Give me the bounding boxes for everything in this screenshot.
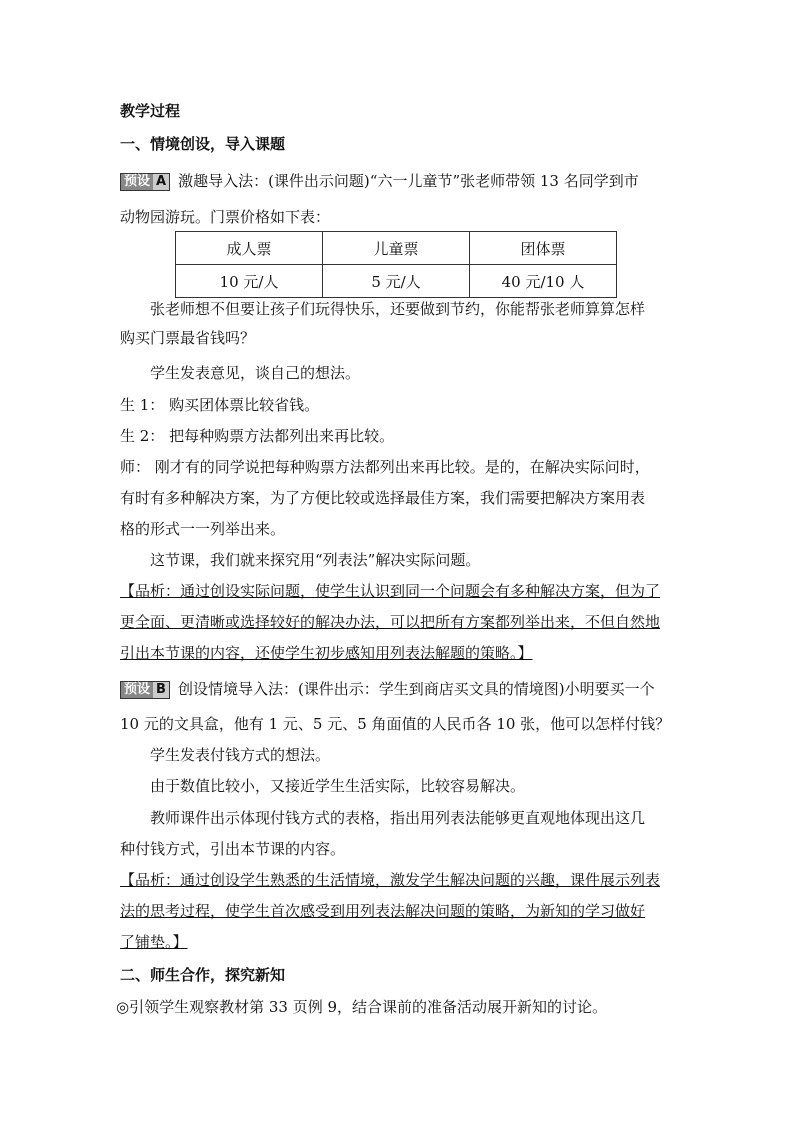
section-title-2: 二、师生合作，探究新知 — [120, 966, 286, 984]
guide-line: ◎引领学生观察教材第 33 页例 9，结合课前的准备活动展开新知的讨论。 — [116, 998, 608, 1016]
teacher-line: 格的形式一一列举出来。 — [120, 520, 286, 538]
teacher-line: 有时有多种解决方案，为了方便比较或选择最佳方案，我们需要把解决方案用表 — [120, 489, 646, 507]
table-cell: 10 元/人 — [176, 265, 323, 298]
paragraph-line: 种付钱方式，引出本节课的内容。 — [120, 840, 346, 858]
preset-a-tag: 预设 A — [120, 173, 170, 191]
table-cell: 40 元/10 人 — [470, 265, 617, 298]
paragraph-line: 学生发表意见，谈自己的想法。 — [150, 364, 361, 382]
paragraph-line: 由于数值比较小，又接近学生生活实际，比较容易解决。 — [150, 777, 526, 795]
preset-b-text: 创设情境导入法：(课件出示：学生到商店买文具的情境图)小明要买一个 — [177, 680, 655, 698]
preset-a-text: 激趣导入法：(课件出示问题)“六一儿童节”张老师带领 13 名同学到市 — [178, 172, 639, 190]
table-row — [176, 265, 617, 298]
analysis-line: 了铺垫。】 — [120, 933, 188, 951]
analysis-line: 引出本节课的内容，还使学生初步感知用列表法解题的策略。】 — [120, 644, 533, 662]
preset-a-line2: 动物园游玩。门票价格如下表： — [120, 208, 331, 226]
preset-b-line2: 10 元的文具盒，他有 1 元、5 元、5 角面值的人民币各 10 张，他可以怎样付钱？ — [120, 715, 671, 733]
preset-b-line1 — [120, 678, 655, 700]
analysis-line: 【品析：通过创设实际问题，使学生认识到同一个问题会有多种解决方案，但为了 — [120, 582, 661, 600]
analysis-line: 【品析：通过创设学生熟悉的生活情境，激发学生解决问题的兴趣，课件展示列表 — [120, 871, 661, 889]
table-cell: 成人票 — [176, 232, 323, 265]
student-1-line: 生 1： 购买团体票比较省钱。 — [120, 396, 320, 414]
paragraph-line: 这节课，我们就来探究用“列表法”解决实际问题。 — [150, 551, 481, 569]
table-header-row — [176, 232, 617, 265]
paragraph-line: 学生发表付钱方式的想法。 — [150, 746, 331, 764]
preset-b-tag: 预设 B — [120, 681, 170, 699]
table-cell: 5 元/人 — [323, 265, 470, 298]
page-heading: 教学过程 — [120, 102, 181, 120]
teacher-line: 师： 刚才有的同学说把每种购票方法都列出来再比较。是的，在解决实际问时， — [120, 458, 650, 476]
student-2-line: 生 2： 把每种购票方法都列出来再比较。 — [120, 427, 395, 445]
paragraph-line: 张老师想不但要让孩子们玩得快乐，还要做到节约，你能帮张老师算算怎样 — [150, 300, 646, 318]
preset-a-line1 — [120, 170, 639, 192]
section-title-1: 一、情境创设，导入课题 — [120, 135, 286, 153]
table-cell: 团体票 — [470, 232, 617, 265]
ticket-price-table — [175, 231, 617, 298]
paragraph-line: 教师课件出示体现付钱方式的表格，指出用列表法能够更直观地体现出这几 — [150, 809, 646, 827]
paragraph-line: 购买门票最省钱吗？ — [120, 329, 256, 347]
table-cell: 儿童票 — [323, 232, 470, 265]
analysis-line: 法的思考过程，使学生首次感受到用列表法解决问题的策略，为新知的学习做好 — [120, 902, 646, 920]
analysis-line: 更全面、更清晰或选择较好的解决办法，可以把所有方案都列举出来，不但自然地 — [120, 613, 661, 631]
